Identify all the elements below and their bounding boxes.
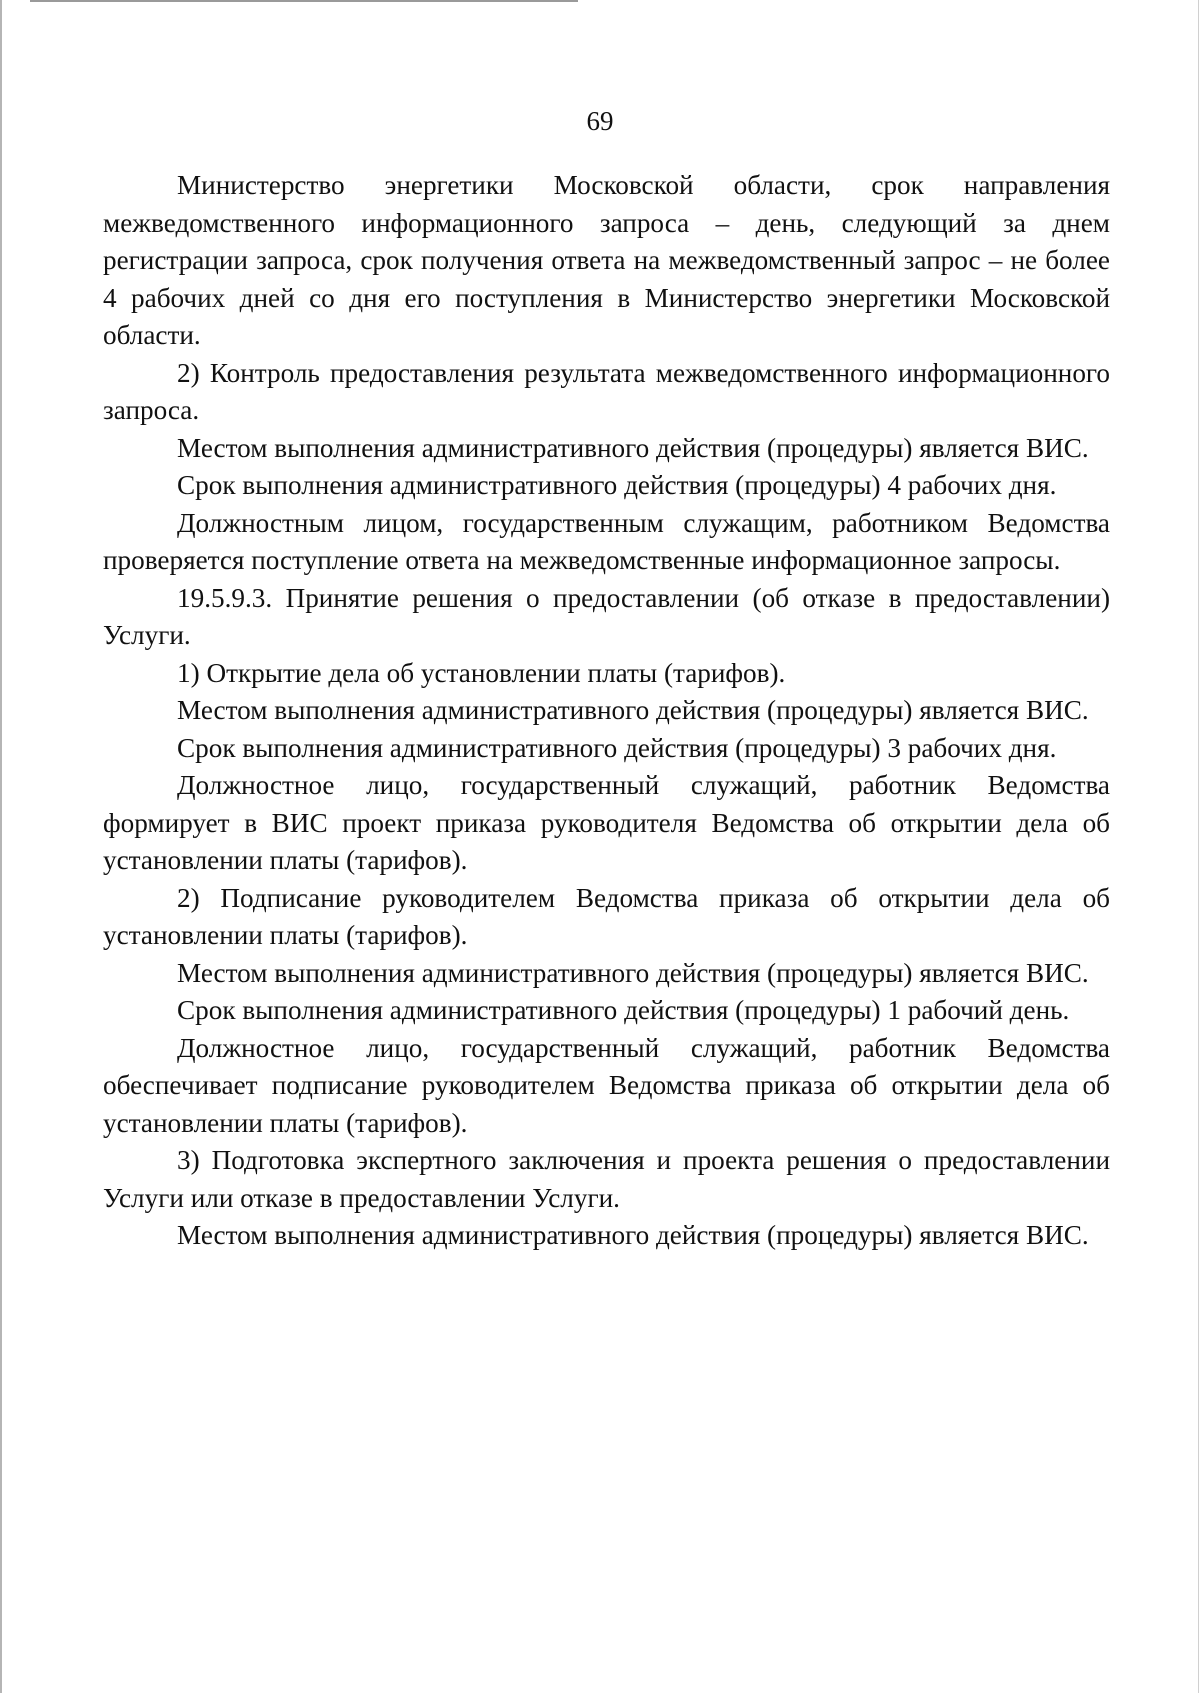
section-heading-19-5-9-3: 19.5.9.3. Принятие решения о предоставлении (об отказе в предоставлении) Услуги. <box>103 582 1110 650</box>
paragraph-responsible: Должностное лицо, государственный служащий, работник Ведомства формирует в ВИС проект приказа руководителя Ведомства об открытии дела об установлении платы (тарифов). <box>103 770 1110 875</box>
paragraph-place: Местом выполнения административного действия (процедуры) является ВИС. <box>177 432 1089 463</box>
scan-edge-top <box>30 0 578 2</box>
paragraph-expert-conclusion: 3) Подготовка экспертного заключения и проекта решения о предоставлении Услуги или отказе в предоставлении Услуги. <box>103 1145 1110 1213</box>
paragraph-deadline: Срок выполнения административного действия (процедуры) 3 рабочих дня. <box>177 732 1057 763</box>
page-number: 69 <box>586 106 614 136</box>
paragraph-open-case: 1) Открытие дела об установлении платы (тарифов). <box>177 657 786 688</box>
paragraph-responsible: Должностным лицом, государственным служащим, работником Ведомства проверяется поступление ответа на межведомственные информационное запросы. <box>103 507 1110 575</box>
scan-edge-right <box>1198 0 1199 1693</box>
scan-edge-left <box>0 0 2 1693</box>
paragraph-place: Местом выполнения административного действия (процедуры) является ВИС. <box>177 695 1089 725</box>
paragraph-continuation: Министерство энергетики Московской области, срок направления межведомственного информационного запроса – день, следующий за днем регистрации запроса, срок получения ответа на межведомственный запрос – не более 4 рабочих дней со дня его поступления в Министерство энергетики Московской области. <box>103 170 1110 350</box>
paragraph-control-result: 2) Контроль предоставления результата межведомственного информационного запроса. <box>103 357 1110 425</box>
paragraph-deadline: Срок выполнения административного действия (процедуры) 4 рабочих дня. <box>177 470 1057 500</box>
paragraph-signing: 2) Подписание руководителем Ведомства приказа об открытии дела об установлении платы (тарифов). <box>103 882 1110 950</box>
paragraph-deadline: Срок выполнения административного действия (процедуры) 1 рабочий день. <box>177 995 1070 1025</box>
paragraph-responsible: Должностное лицо, государственный служащий, работник Ведомства обеспечивает подписание руководителем Ведомства приказа об открытии дела об установлении платы (тарифов). <box>103 1032 1110 1138</box>
paragraph-place: Местом выполнения административного действия (процедуры) является ВИС. <box>177 957 1089 988</box>
paragraph-place: Местом выполнения административного действия (процедуры) является ВИС. <box>177 1220 1089 1250</box>
document-body <box>103 167 1110 1255</box>
